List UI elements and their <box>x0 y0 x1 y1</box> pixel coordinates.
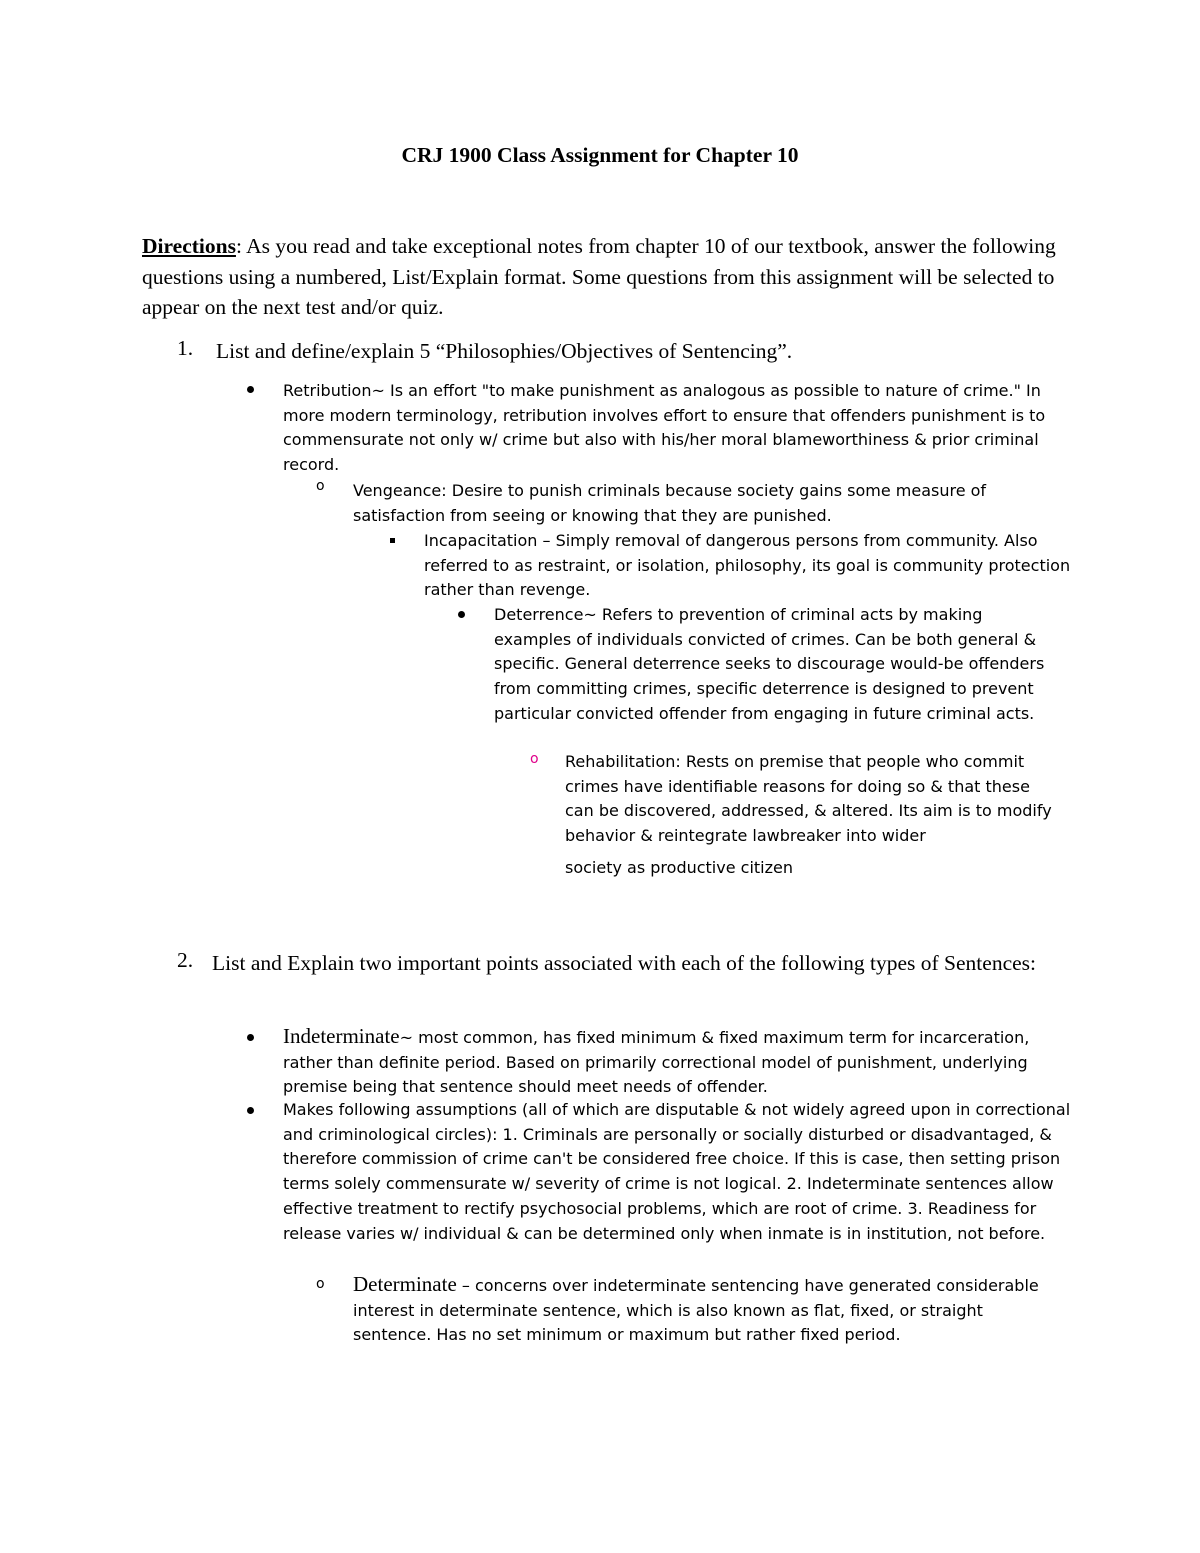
directions-paragraph <box>142 231 1072 323</box>
hollow-circle-icon: o <box>316 1276 325 1292</box>
determinate-text: – concerns over indeterminate sentencing have generated considerable interest in determinate sentence, which is also known as flat, fixed, or straight sentence. Has no set minimum or maximum but rather fixed period. <box>353 1276 1039 1345</box>
indeterminate-item <box>283 1024 1063 1100</box>
incapacitation-item: Incapacitation – Simply removal of dangerous persons from community. Also referred to as restraint, or isolation, philosophy, its goal is community protection rather than revenge. <box>424 531 1071 600</box>
page-title: CRJ 1900 Class Assignment for Chapter 10 <box>401 143 799 167</box>
indeterminate-label: Indeterminate <box>283 1024 400 1048</box>
determinate-item <box>353 1272 1063 1348</box>
deterrence-item: Deterrence~ Refers to prevention of criminal acts by making examples of individuals convicted of crimes. Can be both general & specific. General deterrence seeks to discourage would-be offenders from committing crimes, specific deterrence is designed to prevent particular convicted offender from engaging in future criminal acts. <box>494 605 1045 723</box>
question-1-number: 1. <box>177 336 194 360</box>
bullet-dot-icon <box>247 1034 254 1041</box>
bullet-dot-icon <box>247 386 254 393</box>
indeterminate-text: ~ most common, has fixed minimum & fixed maximum term for incarceration, rather than definite period. Based on primarily correctional model of punishment, underlying premise being that sentence should meet needs of offender. <box>283 1028 1030 1097</box>
question-1-text: List and define/explain 5 “Philosophies/Objectives of Sentencing”. <box>216 339 793 363</box>
assumptions-item: Makes following assumptions (all of which are disputable & not widely agreed upon in correctional and criminological circles): 1. Criminals are personally or socially disturbed or disadvantaged, & therefore commission of crime can't be considered free choice. If this is case, then setting prison terms solely commensurate w/ severity of crime is not logical. 2. Indeterminate sentences allow effective treatment to rectify psychosocial problems, which are root of crime. 3. Readiness for release varies w/ individual & can be determined only when inmate is in institution, not before. <box>283 1100 1071 1243</box>
bullet-dot-icon <box>458 611 465 618</box>
bullet-dot-icon <box>247 1107 254 1114</box>
hollow-circle-pink-icon: o <box>530 751 539 767</box>
hollow-circle-icon: o <box>316 478 325 494</box>
directions-text: As you read and take exceptional notes from chapter 10 of our textbook, answer the following questions using a numbered, List/Explain format. Some questions from this assignment will be selected to appear on the next test and/or quiz. <box>142 234 1056 319</box>
square-bullet-icon <box>390 538 395 543</box>
rehabilitation-item: Rehabilitation: Rests on premise that people who commit crimes have identifiable reasons for doing so & that these can be discovered, addressed, & altered. Its aim is to modify behavior & reintegrate lawbreaker into wider <box>565 752 1052 846</box>
directions-colon: : <box>235 234 242 258</box>
directions-label: Directions <box>142 234 236 258</box>
vengeance-item: Vengeance: Desire to punish criminals because society gains some measure of satisfaction from seeing or knowing that they are punished. <box>353 481 987 525</box>
rehabilitation-item-end: society as productive citizen <box>565 858 793 877</box>
question-2-text: List and Explain two important points associated with each of the following types of Sentences: <box>212 951 1036 975</box>
retribution-item: Retribution~ Is an effort "to make punishment as analogous as possible to nature of crime." In more modern terminology, retribution involves effort to ensure that offenders punishment is to commensurate not only w/ crime but also with his/her moral blameworthiness & prior criminal record. <box>283 381 1046 475</box>
question-2-number: 2. <box>177 948 194 972</box>
determinate-label: Determinate <box>353 1272 457 1296</box>
